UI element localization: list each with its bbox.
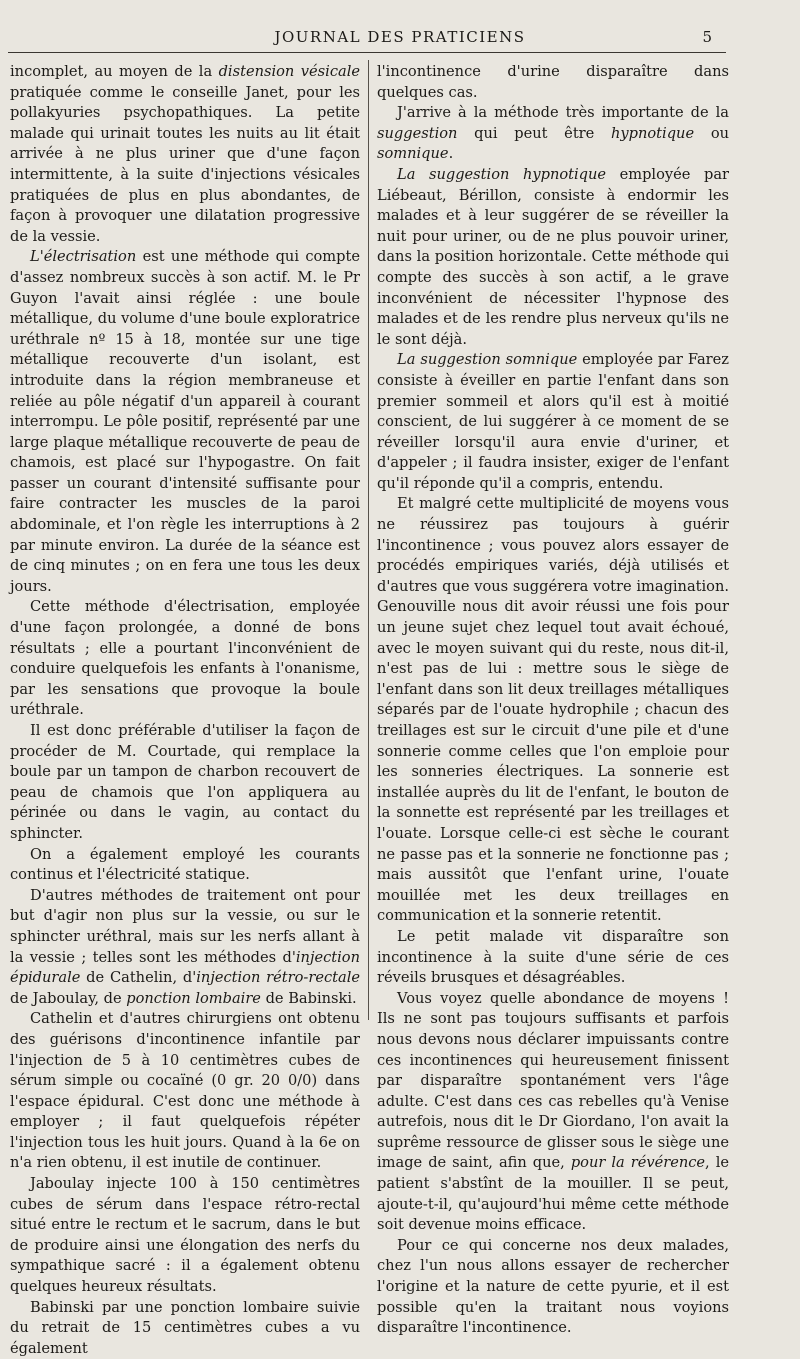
- text-run: incomplet, au moyen de la: [10, 63, 219, 80]
- page-header: [0, 28, 800, 50]
- column-divider: [368, 60, 369, 1020]
- paragraph: [377, 927, 729, 989]
- text-run: employée par Liébeaut, Bérillon, consiste à endormir les malades et à leur suggérer de se réveiller la nuit pour uriner, ou de ne plus pouvoir uriner, dans la position horizontale. Cette méthode qui compte des succès à son actif, a le grave inconvénient de nécessiter l'hypnose des malades et de les rendre plus nerveux qu'ils ne le sont déjà.: [377, 165, 729, 348]
- text-run: Cathelin et d'autres chirurgiens ont obtenu des guérisons d'incontinence infantile par l'injection de 5 à 10 centimètres cubes de sérum simple ou cocaïné (0 gr. 20 0/0) dans l'espace épidural. C'est donc une méthode à employer ; il faut quelquefois répéter l'injection tous les huit jours. Quand à la 6e on n'a rien obtenu, il est inutile de continuer.: [10, 1010, 360, 1172]
- paragraph: [377, 989, 729, 1236]
- text-run: , le patient s'abstînt de la mouiller. Il se peut, ajoute-t-il, qu'aujourd'hui même cette méthode soit devenue moins efficace.: [377, 1154, 729, 1234]
- italic-term: suggestion: [377, 124, 458, 142]
- italic-term: La suggestion somnique: [397, 351, 578, 369]
- italic-term: distension vésicale: [218, 63, 360, 80]
- paragraph: [10, 721, 360, 845]
- paragraph: [377, 62, 729, 103]
- text-run: Jaboulay injecte 100 à 150 centimètres cubes de sérum dans l'espace rétro-rectal situé entre le rectum et le sacrum, dans le but de produire ainsi une élongation des nerfs du sympathique sacré : il a également obtenu quelques heureux résultats.: [10, 1175, 360, 1296]
- italic-term: pour la révérence: [570, 1154, 706, 1172]
- italic-term: hypnotique: [611, 124, 695, 142]
- paragraph: [10, 597, 360, 721]
- text-run: l'incontinence d'urine disparaître dans quelques cas.: [377, 63, 729, 101]
- text-run: .: [448, 145, 454, 163]
- text-run: Le petit malade vit disparaître son incontinence à la suite d'une série de ces réveils brusques et désagréables.: [377, 927, 729, 987]
- paragraph: [377, 350, 729, 494]
- text-run: Vous voyez quelle abondance de moyens ! Ils ne sont pas toujours suffisants et parfois nous devons nous déclarer impuissants contre ces incontinences qui heureusement finissent par disparaître spontanément vers l'âge adulte. C'est dans ces cas rebelles qu'à Venise autrefois, nous dit le Dr Giordano, l'on avait la suprême ressource de glisser sous le siège une image de saint, afin que,: [377, 989, 729, 1172]
- paragraph: [10, 1009, 360, 1174]
- text-run: qui peut être: [457, 124, 612, 142]
- italic-term: somnique: [377, 145, 449, 163]
- text-run: de Babinski.: [260, 989, 357, 1007]
- paragraph: [10, 1298, 360, 1359]
- paragraph: [377, 103, 729, 165]
- text-run: Il est donc préférable d'utiliser la façon de procéder de M. Courtade, qui remplace la boule par un tampon de charbon recouvert de peau de chamois que l'on appliquera au périnée ou dans le vagin, au contact du sphincter.: [10, 722, 360, 842]
- text-run: On a également employé les courants continus et l'électricité statique.: [10, 845, 360, 884]
- text-run: ou: [694, 124, 729, 142]
- text-run: Cette méthode d'électrisation, employée d'une façon prolongée, a donné de bons résultats ; elle a pourtant l'inconvénient de conduire quelquefois les enfants à l'onanisme, par les sensations que provoque la boule uréthrale.: [10, 598, 360, 719]
- italic-term: injection rétro-rectale: [196, 969, 360, 987]
- text-run: D'autres méthodes de traitement ont pour but d'agir non plus sur la vessie, ou sur le sphincter uréthral, mais sur les nerfs allant à la vessie ; telles sont les méthodes d': [10, 886, 360, 966]
- paragraph: [377, 1236, 729, 1339]
- text-run: de Jaboulay, de: [10, 989, 127, 1007]
- text-run: de Cathelin, d': [80, 969, 197, 987]
- text-run: est une méthode qui compte d'assez nombreux succès à son actif. M. le Pr Guyon l'avait ainsi réglée : une boule métallique, du volume d'une boule exploratrice uréthrale nº 15 à 18, montée sur une tige métallique recouverte d'un isolant, est introduite dans la région membraneuse et reliée au pôle négatif d'un appareil à courant interrompu. Le pôle positif, représenté par une large plaque métallique recouverte de peau de chamois, est placé sur l'hypogastre. On fait passer un courant d'intensité suffisante pour faire contracter les muscles de la paroi abdominale, et l'on règle les interruptions à 2 par minute environ. La durée de la séance est de cinq minutes ; on en fera une tous les deux jours.: [10, 248, 360, 595]
- paragraph: [377, 165, 729, 350]
- italic-term: L'électrisation: [30, 248, 137, 266]
- text-run: Babinski par une ponction lombaire suivie du retrait de 15 centimètres cubes a vu également: [10, 1298, 360, 1357]
- header-rule: [8, 52, 726, 53]
- italic-term: La suggestion hypnotique: [397, 165, 607, 183]
- text-run: employée par Farez consiste à éveiller en partie l'enfant dans son premier sommeil et alors qu'il est à moitié conscient, de lui suggérer à ce moment de se réveiller lorsqu'il aura envie d'uriner, et d'appeler ; il faudra insister, exiger de l'enfant qu'il réponde qu'il a compris, entendu.: [377, 351, 729, 492]
- right-column: [377, 62, 729, 1339]
- left-column: [10, 62, 360, 1359]
- paragraph: [10, 1174, 360, 1298]
- text-run: Pour ce qui concerne nos deux malades, chez l'un nous allons essayer de rechercher l'origine et la nature de cette pyurie, et il est possible qu'en la traitant nous voyions disparaître l'incontinence.: [377, 1236, 729, 1337]
- italic-term: injection épidurale: [10, 948, 360, 987]
- text-run: J'arrive à la méthode très importante de la: [397, 104, 729, 122]
- paragraph: [10, 247, 360, 597]
- text-run: Et malgré cette multiplicité de moyens vous ne réussirez pas toujours à guérir l'incontinence ; vous pouvez alors essayer de procédés empiriques variés, déjà utilisés et d'autres que vous suggérera votre imagination. Genouville nous dit avoir réussi une fois pour un jeune sujet chez lequel tout avait échoué, avec le moyen suivant qui du reste, nous dit-il, n'est pas de lui : mettre sous le siège de l'enfant dans son lit deux treillages métalliques séparés par de l'ouate hydrophile ; chacun des treillages est sur le circuit d'une pile et d'une sonnerie comme celles que l'on emploie pour les sonneries électriques. La sonnerie est installée auprès du lit de l'enfant, le bouton de la sonnette est représenté par les treillages et l'ouate. Lorsque celle-ci est sèche le courant ne passe pas et la sonnerie ne fonctionne pas ; mais aussitôt que l'enfant urine, l'ouate mouillée met les deux treillages en communication et la sonnerie retentit.: [377, 495, 729, 925]
- page-number: 5: [702, 28, 712, 46]
- paragraph: [10, 886, 360, 1010]
- paragraph: [10, 62, 360, 247]
- text-run: pratiquée comme le conseille Janet, pour les pollakyuries psychopathiques. La petite malade qui urinait toutes les nuits au lit était arrivée à ne plus uriner que d'une façon intermittente, à la suite d'injections vésicales pratiquées de plus en plus abondantes, de façon à provoquer une dilatation progressive de la vessie.: [10, 83, 360, 245]
- paragraph: [377, 494, 729, 926]
- paragraph: [10, 845, 360, 886]
- italic-term: ponction lombaire: [126, 989, 261, 1007]
- journal-title: JOURNAL DES PRATICIENS: [274, 28, 526, 46]
